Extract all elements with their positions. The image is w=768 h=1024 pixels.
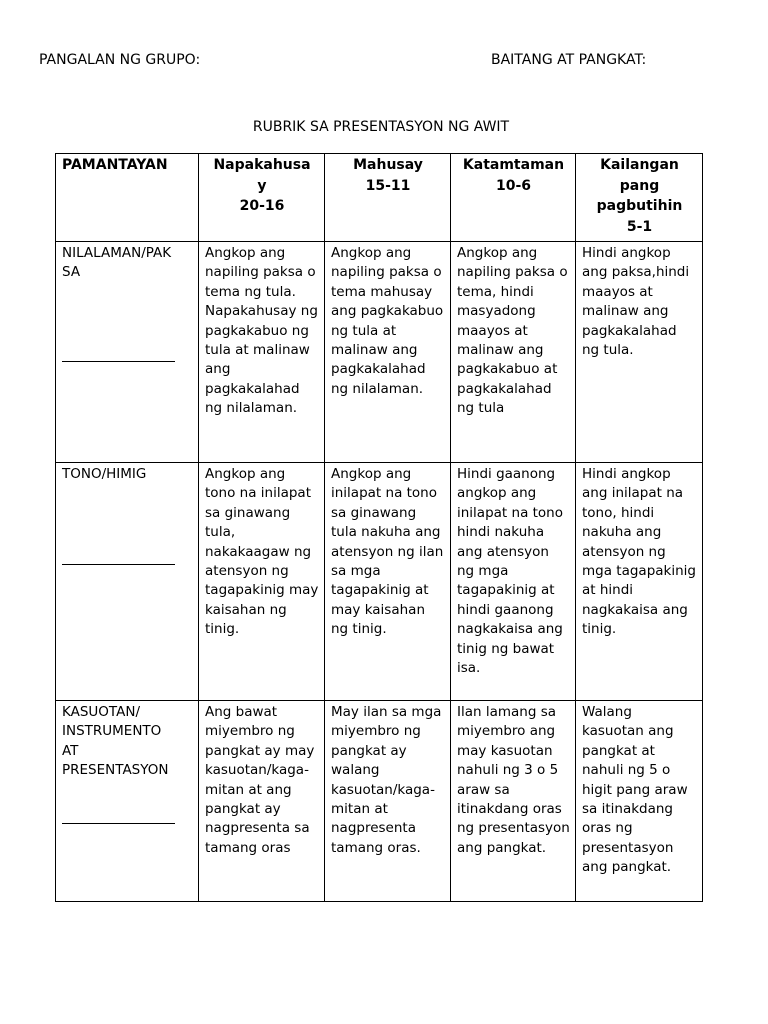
- table-cell: Hindi angkop ang inilapat na tono, hindi nakuha ang atensyon ng mga tagapakinig at hindi nagkakaisa ang tinig.: [576, 463, 703, 701]
- rubric-table: [55, 153, 703, 902]
- table-cell: Ilan lamang sa miyembro ang may kasuotan nahuli ng 3 o 5 araw sa itinakdang oras ng presentasyon ang pangkat.: [451, 701, 576, 902]
- table-row: [56, 701, 703, 902]
- criterion-label: TONO/HIMIG: [62, 466, 147, 482]
- score-blank-line: [62, 563, 175, 565]
- table-cell: Angkop ang napiling paksa o tema mahusay ang pagkakabuo ng tula at malinaw ang pagkakalahad ng nilalaman.: [325, 242, 451, 463]
- criterion-cell: [56, 701, 199, 902]
- header-criteria: PAMANTAYAN: [56, 154, 199, 242]
- criterion-label: NILALAMAN/PAK SA: [62, 245, 172, 281]
- table-cell: Ang bawat miyembro ng pangkat ay may kasuotan/kaga-mitan at ang pangkat ay nagpresenta sa tamang oras: [199, 701, 325, 902]
- header-row: [56, 154, 703, 242]
- table-cell: Angkop ang inilapat na tono sa ginawang tula nakuha ang atensyon ng ilan sa mga tagapakinig at may kaisahan ng tinig.: [325, 463, 451, 701]
- table-cell: Angkop ang napiling paksa o tema ng tula. Napakahusay ng pagkakabuo ng tula at malinaw ang pagkakalahad ng nilalaman.: [199, 242, 325, 463]
- table-cell: Hindi angkop ang paksa,hindi maayos at malinaw ang pagkakalahad ng tula.: [576, 242, 703, 463]
- header-needs-improvement: Kailangan pang pagbutihin 5-1: [576, 154, 703, 242]
- group-name-label: PANGALAN NG GRUPO:: [39, 52, 201, 68]
- score-blank-line: [62, 360, 175, 362]
- grade-section-label: BAITANG AT PANGKAT:: [491, 52, 647, 68]
- criterion-cell: [56, 242, 199, 463]
- score-blank-line: [62, 822, 175, 824]
- table-cell: Angkop ang tono na inilapat sa ginawang tula, nakakaagaw ng atensyon ng tagapakinig may kaisahan ng tinig.: [199, 463, 325, 701]
- table-cell: May ilan sa mga miyembro ng pangkat ay walang kasuotan/kaga-mitan at nagpresenta tamang oras.: [325, 701, 451, 902]
- header-good: Mahusay 15-11: [325, 154, 451, 242]
- document-title: RUBRIK SA PRESENTASYON NG AWIT: [252, 119, 510, 135]
- table-cell: Walang kasuotan ang pangkat at nahuli ng 5 o higit pang araw sa itinakdang oras ng presentasyon ang pangkat.: [576, 701, 703, 902]
- table-cell: Hindi gaanong angkop ang inilapat na tono hindi nakuha ang atensyon ng mga tagapakinig at hindi gaanong nagkakaisa ang tinig ng bawat isa.: [451, 463, 576, 701]
- criterion-label: KASUOTAN/ INSTRUMENTO AT PRESENTASYON: [62, 704, 169, 779]
- table-cell: Angkop ang napiling paksa o tema, hindi masyadong maayos at malinaw ang pagkakabuo at pagkakalahad ng tula: [451, 242, 576, 463]
- criterion-cell: [56, 463, 199, 701]
- header-excellent: Napakahusa y 20-16: [199, 154, 325, 242]
- header-fair: Katamtaman 10-6: [451, 154, 576, 242]
- document-title-wrap: [0, 119, 768, 135]
- table-row: [56, 242, 703, 463]
- table-row: [56, 463, 703, 701]
